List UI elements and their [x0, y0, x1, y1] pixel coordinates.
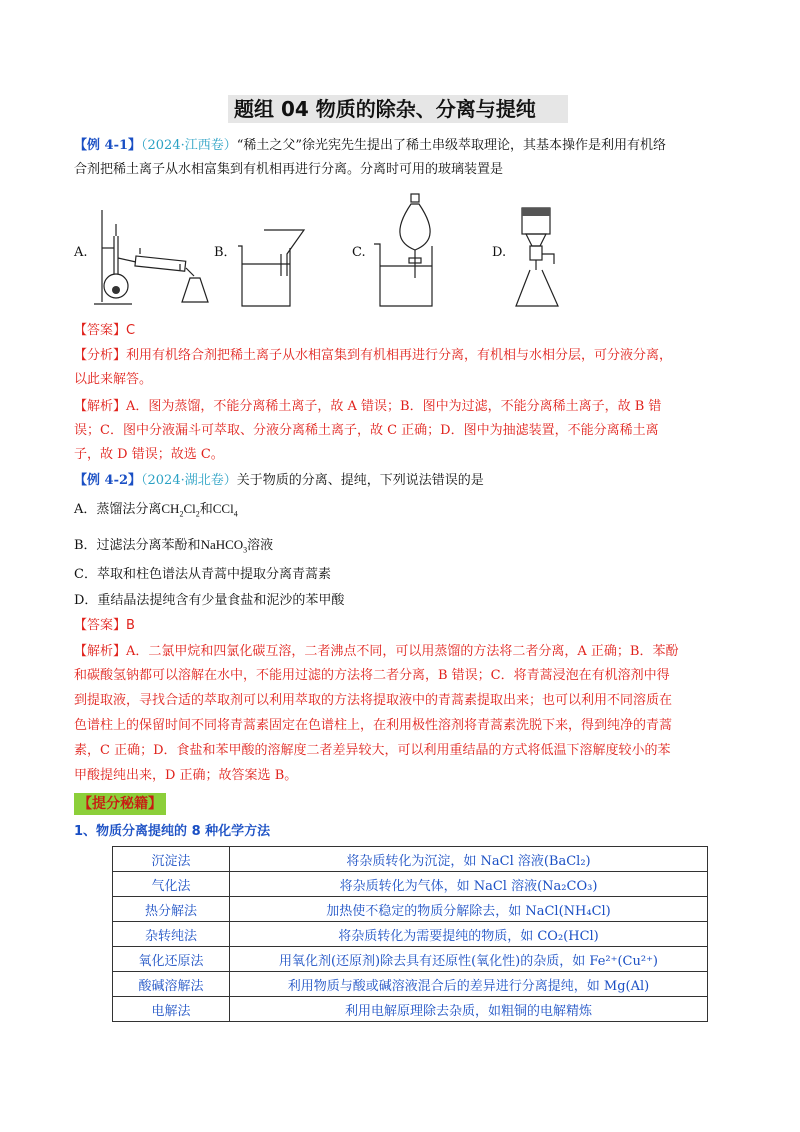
example2-answer [74, 617, 135, 635]
method-desc-cell: 利用电解原理除去杂质，如粗铜的电解精炼 [230, 997, 708, 1022]
method-name-cell: 沉淀法 [113, 847, 230, 872]
example1-tag: 【例 4-1】 [74, 138, 142, 153]
method-desc-cell: 将杂质转化为沉淀，如 NaCl 溶液(BaCl₂) [230, 847, 708, 872]
example1-explain-line2: 误；C．图中分液漏斗可萃取、分液分离稀土离子，故 C 正确；D．图中为抽滤装置，不能分离稀土离 [74, 423, 659, 438]
filtration-apparatus-icon [232, 224, 322, 310]
table-row [113, 872, 708, 897]
method-desc-cell: 将杂质转化为需要提纯的物质，如 CO₂(HCl) [230, 922, 708, 947]
method-desc-cell: 加热使不稳定的物质分解除去，如 NaCl(NH₄Cl) [230, 897, 708, 922]
analysis-label: 【分析】 [74, 348, 127, 363]
option-b-text: B．过滤法分离苯酚和 [74, 538, 201, 553]
answer-value: C [126, 323, 136, 338]
secret-tips-label: 【提分秘籍】 [74, 793, 166, 815]
explain-text: A．图为蒸馏，不能分离稀土离子，故 A 错误；B．图中为过滤，不能分离稀土离子，故 B 错 [126, 399, 662, 414]
method-name-cell: 酸碱溶解法 [113, 972, 230, 997]
suction-filtration-icon [512, 204, 582, 310]
example1-source: （2024·江西卷） [141, 138, 237, 153]
table-row [113, 847, 708, 872]
option-d-label: D. [492, 245, 507, 260]
option-a-label: A. [74, 245, 88, 260]
table-row [113, 897, 708, 922]
example2-option-b [74, 536, 273, 560]
method-name-cell: 氧化还原法 [113, 947, 230, 972]
example1-answer [74, 322, 135, 340]
method-name-cell: 热分解法 [113, 897, 230, 922]
explain-label: 【解析】 [74, 644, 127, 659]
example2-explain-line3: 到提取液，寻找合适的萃取剂可以利用萃取的方法将提取液中的青蒿素提取出来；也可以利用不同溶质在 [74, 693, 673, 708]
method-desc-cell: 利用物质与酸或碱溶液混合后的差异进行分离提纯，如 Mg(Al) [230, 972, 708, 997]
distillation-apparatus-icon [92, 206, 212, 310]
table-row [113, 997, 708, 1022]
answer-label: 【答案】 [74, 618, 127, 633]
explain-text: A．二氯甲烷和四氯化碳互溶，二者沸点不同，可以用蒸馏的方法将二者分离，A 正确；B．苯酚 [126, 644, 679, 659]
example2-question-text: 关于物质的分离、提纯，下列说法错误的是 [236, 473, 484, 488]
example1-analysis-line2: 以此来解答。 [74, 372, 153, 387]
table-row [113, 947, 708, 972]
example1-analysis-line1 [74, 347, 672, 365]
table-row [113, 972, 708, 997]
table-row [113, 922, 708, 947]
example1-question-line2: 合剂把稀土离子从水相富集到有机相再进行分离。分离时可用的玻璃装置是 [74, 162, 504, 177]
example2-source: （2024·湖北卷） [141, 473, 237, 488]
example1-explain-line3: 子，故 D 错误；故选 C。 [74, 447, 224, 462]
page-title: 题组 04 物质的除杂、分离与提纯 [228, 95, 568, 123]
example1-question-line1 [74, 137, 666, 155]
option-c-label: C. [352, 245, 366, 260]
method-name-cell: 气化法 [113, 872, 230, 897]
example2-explain-line4: 色谱柱上的保留时间不同将青蒿素固定在色谱柱上，在利用极性溶剂将青蒿素洗脱下来，得到纯净的青蒿 [74, 718, 673, 733]
separatory-funnel-icon [372, 192, 462, 310]
option-b-label: B． [214, 245, 237, 260]
method-desc-cell: 将杂质转化为气体，如 NaCl 溶液(Na₂CO₃) [230, 872, 708, 897]
option-a-text: A．蒸馏法分离 [74, 502, 162, 517]
section-heading: 1、物质分离提纯的 8 种化学方法 [74, 824, 271, 839]
example1-question-text1: “稀土之父”徐光宪先生提出了稀土串级萃取理论，其基本操作是利用有机络 [236, 138, 667, 153]
example2-explain-line1 [74, 643, 678, 661]
methods-table [112, 846, 708, 1022]
answer-value: B [126, 618, 135, 633]
example2-tag: 【例 4-2】 [74, 473, 142, 488]
answer-label: 【答案】 [74, 323, 127, 338]
formula-ch2cl2: $CH_2Cl_2$ [161, 501, 200, 519]
example2-option-a [74, 500, 238, 524]
analysis-text: 利用有机络合剂把稀土离子从水相富集到有机相再进行分离，有机相与水相分层，可分液分离， [126, 348, 673, 363]
method-name-cell: 电解法 [113, 997, 230, 1022]
formula-nahco3: NaHCO$_3$ [200, 537, 248, 555]
example1-explain-line1 [74, 398, 661, 416]
example2-option-c: C．萃取和柱色谱法从青蒿中提取分离青蒿素 [74, 567, 331, 582]
example2-explain-line6: 甲酸提纯出来，D 正确；故答案选 B。 [74, 768, 298, 783]
explain-label: 【解析】 [74, 399, 127, 414]
method-name-cell: 杂转纯法 [113, 922, 230, 947]
example2-explain-line5: 素，C 正确；D．食盐和苯甲酸的溶解度二者差异较大，可以利用重结晶的方式将低温下溶解度较小的苯 [74, 743, 671, 758]
formula-ccl4: CCl$_4$ [212, 501, 238, 519]
example2-question [74, 472, 484, 490]
option-a-and: 和 [199, 502, 213, 517]
option-b-tail: 溶液 [247, 538, 274, 553]
method-desc-cell: 用氧化剂(还原剂)除去具有还原性(氧化性)的杂质，如 Fe²⁺(Cu²⁺) [230, 947, 708, 972]
example2-option-d: D．重结晶法提纯含有少量食盐和泥沙的苯甲酸 [74, 593, 345, 608]
example2-explain-line2: 和碳酸氢钠都可以溶解在水中，不能用过滤的方法将二者分离，B 错误；C．将青蒿浸泡在有机溶剂中得 [74, 668, 670, 683]
